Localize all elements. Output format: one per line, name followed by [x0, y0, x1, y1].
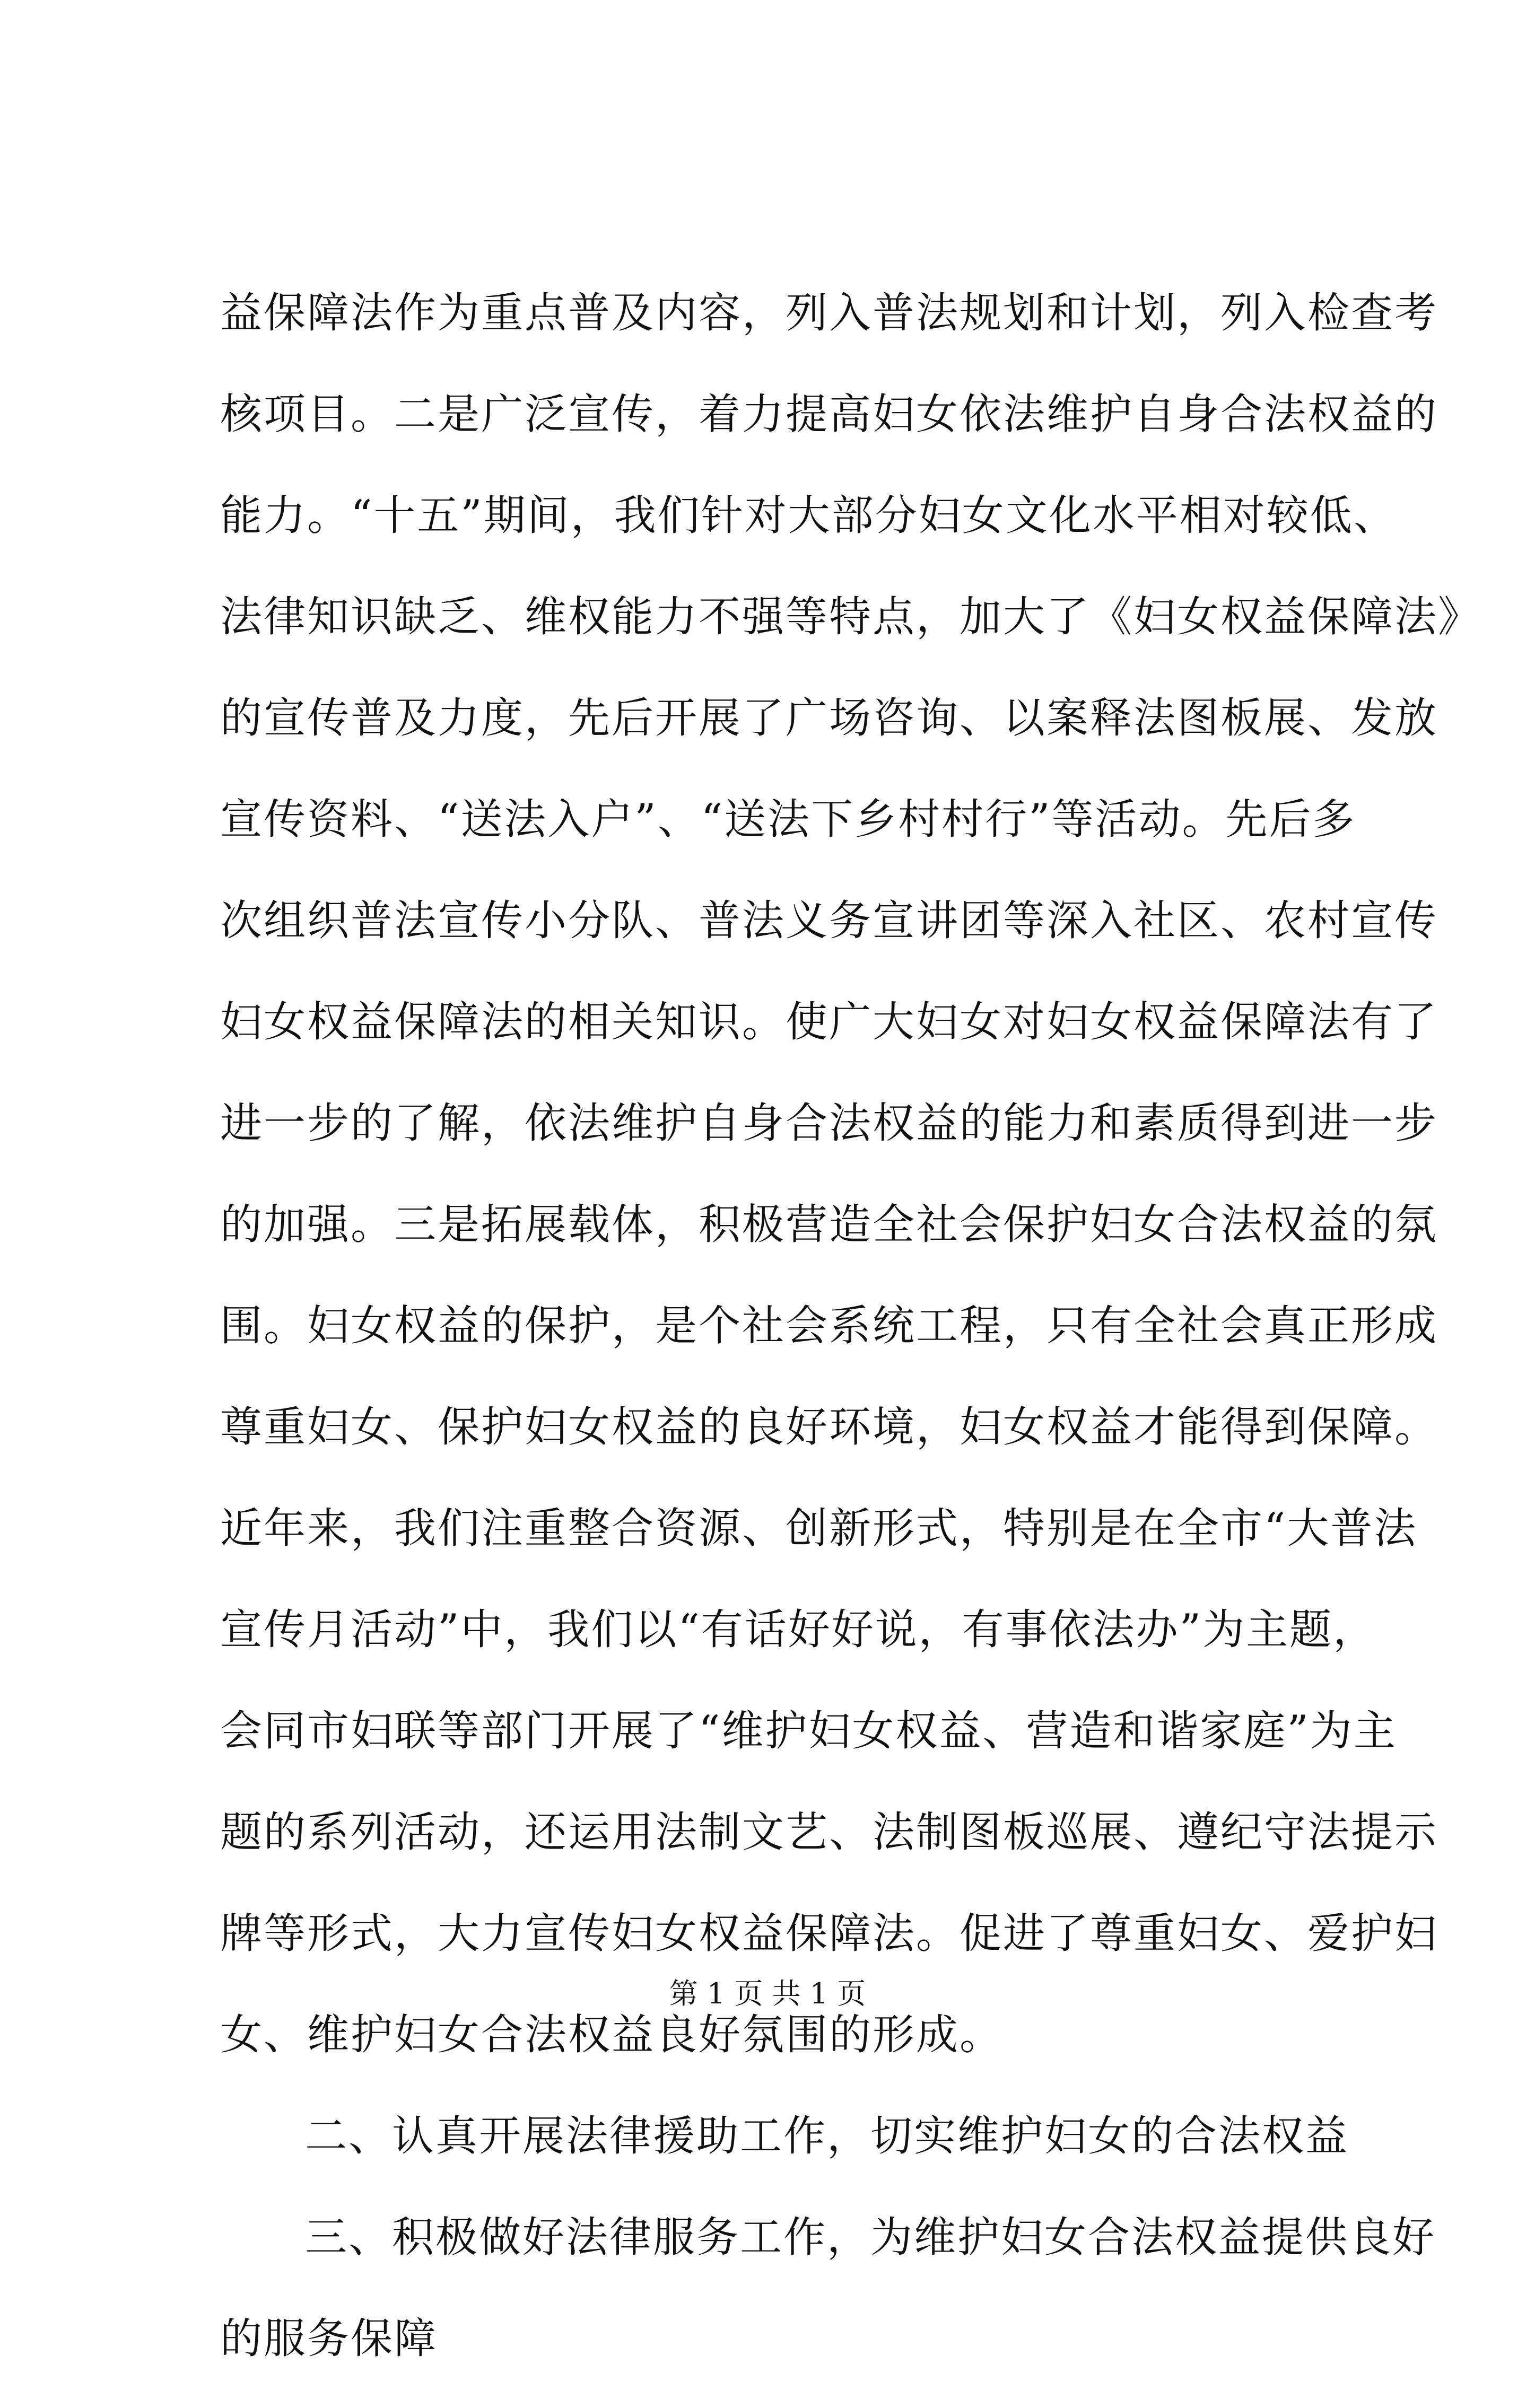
- text-line: 的加强。三是拓展载体，积极营造全社会保护妇女合法权益的氛: [220, 1200, 1438, 1249]
- text-line: 女、维护妇女合法权益良好氛围的形成。: [220, 2010, 1003, 2059]
- section-heading-3: 三、积极做好法律服务工作，为维护妇女合法权益提供良好: [305, 2213, 1436, 2262]
- text-line: 核项目。二是广泛宣传，着力提高妇女依法维护自身合法权益的: [220, 390, 1438, 439]
- text-line: 题的系列活动，还运用法制文艺、法制图板巡展、遵纪守法提示: [220, 1808, 1438, 1857]
- text-line: 能力。“十五”期间，我们针对大部分妇女文化水平相对较低、: [220, 491, 1397, 540]
- page-footer: 第 1 页 共 1 页: [669, 1977, 866, 2010]
- text-line: 牌等形式，大力宣传妇女权益保障法。促进了尊重妇女、爱护妇: [220, 1909, 1438, 1958]
- text-line: 宣传月活动”中，我们以“有话好好说，有事依法办”为主题，: [220, 1605, 1377, 1654]
- text-line: 尊重妇女、保护妇女权益的良好环境，妇女权益才能得到保障。: [220, 1403, 1438, 1451]
- text-line: 法律知识缺乏、维权能力不强等特点，加大了《妇女权益保障法》: [220, 592, 1481, 641]
- text-line: 进一步的了解，依法维护自身合法权益的能力和素质得到进一步: [220, 1099, 1438, 1148]
- section-heading-3-continued: 的服务保障: [220, 2314, 438, 2363]
- text-line: 的宣传普及力度，先后开展了广场咨询、以案释法图板展、发放: [220, 694, 1438, 742]
- text-line: 次组织普法宣传小分队、普法义务宣讲团等深入社区、农村宣传: [220, 896, 1438, 945]
- text-line: 益保障法作为重点普及内容，列入普法规划和计划，列入检查考: [220, 288, 1438, 337]
- text-line: 宣传资料、“送法入户”、“送法下乡村村行”等活动。先后多: [220, 795, 1356, 844]
- text-line: 妇女权益保障法的相关知识。使广大妇女对妇女权益保障法有了: [220, 997, 1438, 1046]
- text-line: 近年来，我们注重整合资源、创新形式，特别是在全市“大普法: [220, 1504, 1418, 1553]
- text-line: 围。妇女权益的保护，是个社会系统工程，只有全社会真正形成: [220, 1301, 1438, 1350]
- section-heading-2: 二、认真开展法律援助工作，切实维护妇女的合法权益: [305, 2112, 1349, 2160]
- body-text: [220, 281, 1481, 2408]
- text-line: 会同市妇联等部门开展了“维护妇女权益、营造和谐家庭”为主: [220, 1706, 1397, 1755]
